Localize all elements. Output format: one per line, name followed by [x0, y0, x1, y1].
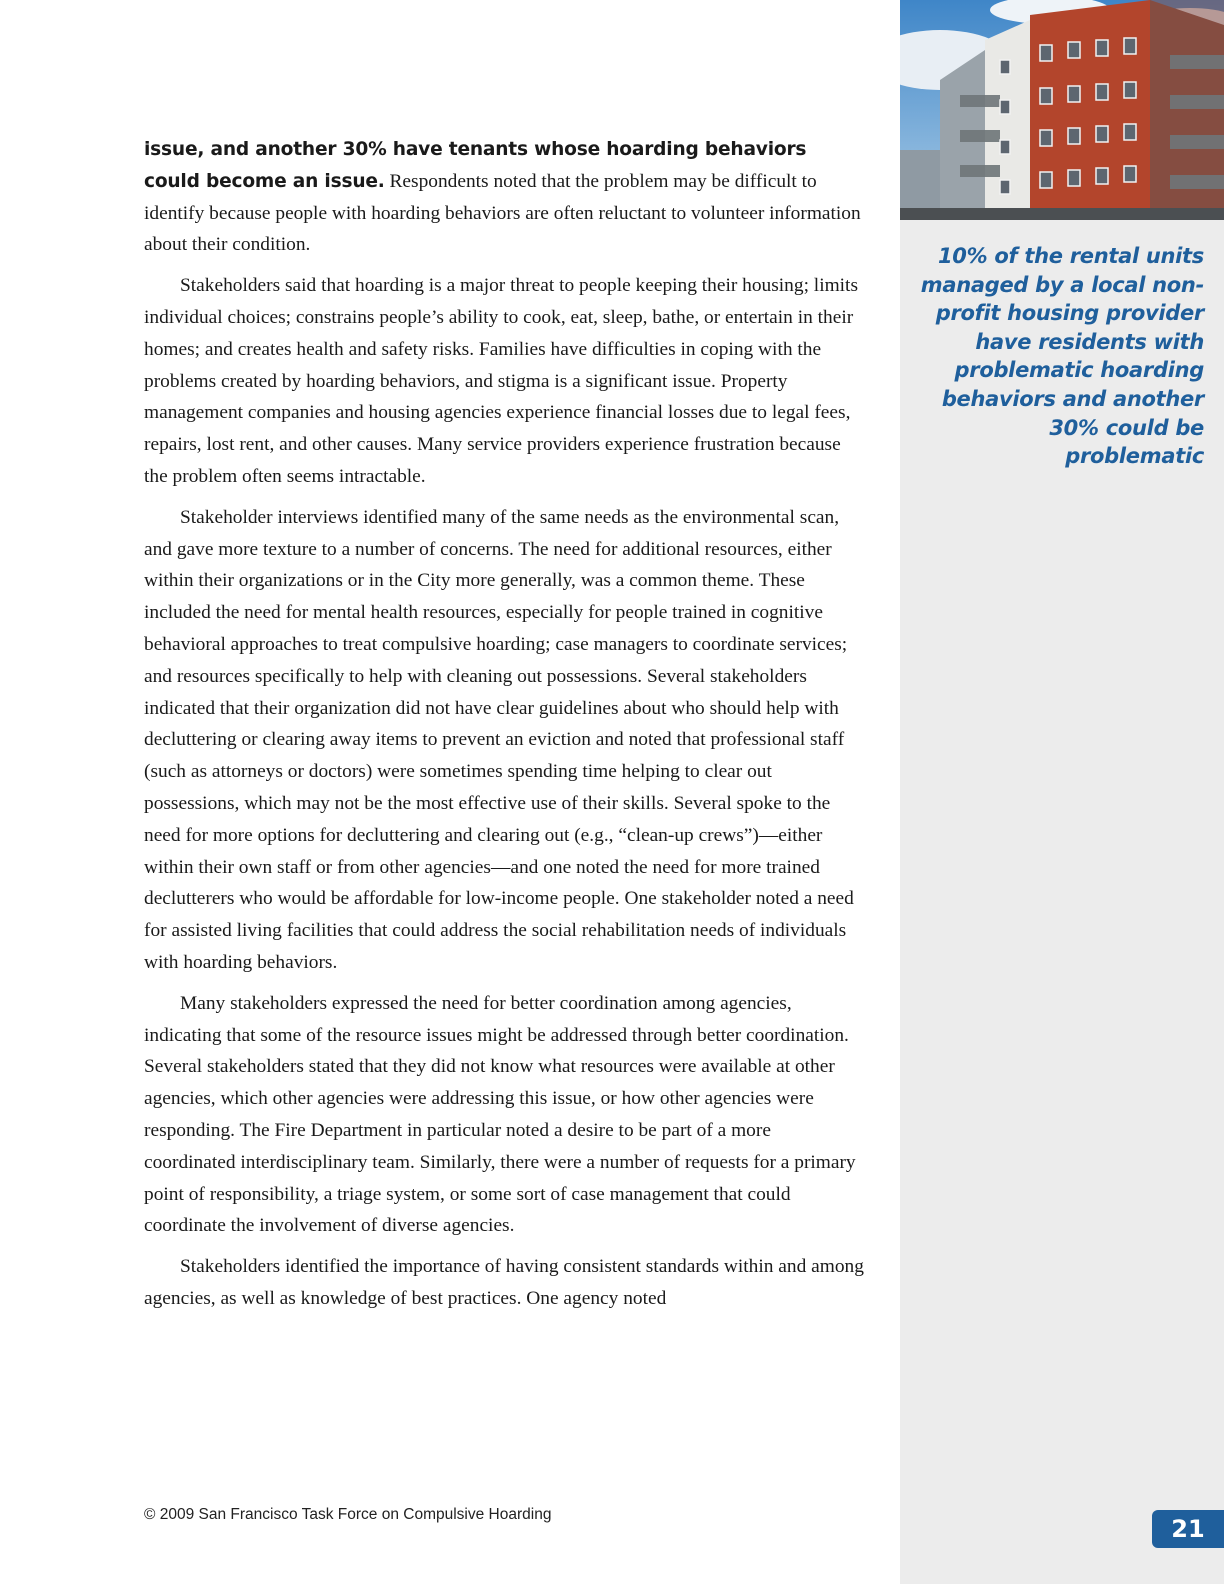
lead-bold-text: issue, and another 30% have tenants whose hoarding behaviors could become an issue. [144, 139, 807, 192]
pull-quote-callout: 10% of the rental units managed by a local non-profit housing provider have residents with problematic hoarding behaviors and another 30% could be problematic [920, 244, 1204, 469]
body-paragraph-4: Stakeholders identified the importance of having consistent standards within and among agencies, as well as knowledge of best practices. One agency noted [144, 1256, 864, 1309]
lead-paragraph [144, 134, 866, 261]
page-number: 21 [1152, 1510, 1224, 1548]
sidebar [900, 0, 1224, 1584]
main-text-column [144, 134, 866, 1324]
body-paragraph-3: Many stakeholders expressed the need for better coordination among agencies, indicating that some of the resource issues might be addressed through better coordination. Several stakeholders stated that they did not know what resources were available at other agencies, which other agencies were addressing this issue, or how other agencies were responding. The Fire Department in particular noted a desire to be part of a more coordinated interdisciplinary team. Similarly, there were a number of requests for a primary point of responsibility, a triage system, or some sort of case management that could coordinate the involvement of diverse agencies. [144, 992, 856, 1237]
body-paragraph-1: Stakeholders said that hoarding is a major threat to people keeping their housing; limits individual choices; constrains people’s ability to cook, eat, sleep, bathe, or entertain in their homes; and creates health and safety risks. Families have difficulties in coping with the problems created by hoarding behaviors, and stigma is a significant issue. Property management companies and housing agencies experience financial losses due to legal fees, repairs, lost rent, and other causes. Many service providers experience frustration because the problem often seems intractable. [144, 275, 858, 487]
lead-rest-text: Respondents noted that the problem may be difficult to identify because people with hoarding behaviors are often reluctant to volunteer information about their condition. [144, 170, 861, 256]
footer-copyright: © 2009 San Francisco Task Force on Compulsive Hoarding [144, 1506, 552, 1523]
apartment-building-photo [900, 0, 1224, 220]
body-paragraph-2: Stakeholder interviews identified many of the same needs as the environmental scan, and gave more texture to a number of concerns. The need for additional resources, either within their organizations or in the City more generally, was a common theme. These included the need for mental health resources, especially for people trained in cognitive behavioral approaches to treat compulsive hoarding; case managers to coordinate services; and resources specifically to help with cleaning out possessions. Several stakeholders indicated that their organization did not have clear guidelines about who should help with decluttering or clearing away items to prevent an eviction and noted that professional staff (such as attorneys or doctors) were sometimes spending time helping to clear out possessions, which may not be the most effective use of their skills. Several spoke to the need for more options for decluttering and clearing out (e.g., “clean-up crews”)—either within their own staff or from other agencies—and one noted the need for more trained declutterers who would be affordable for low-income people. One stakeholder noted a need for assisted living facilities that could address the social rehabilitation needs of individuals with hoarding behaviors. [144, 506, 854, 973]
